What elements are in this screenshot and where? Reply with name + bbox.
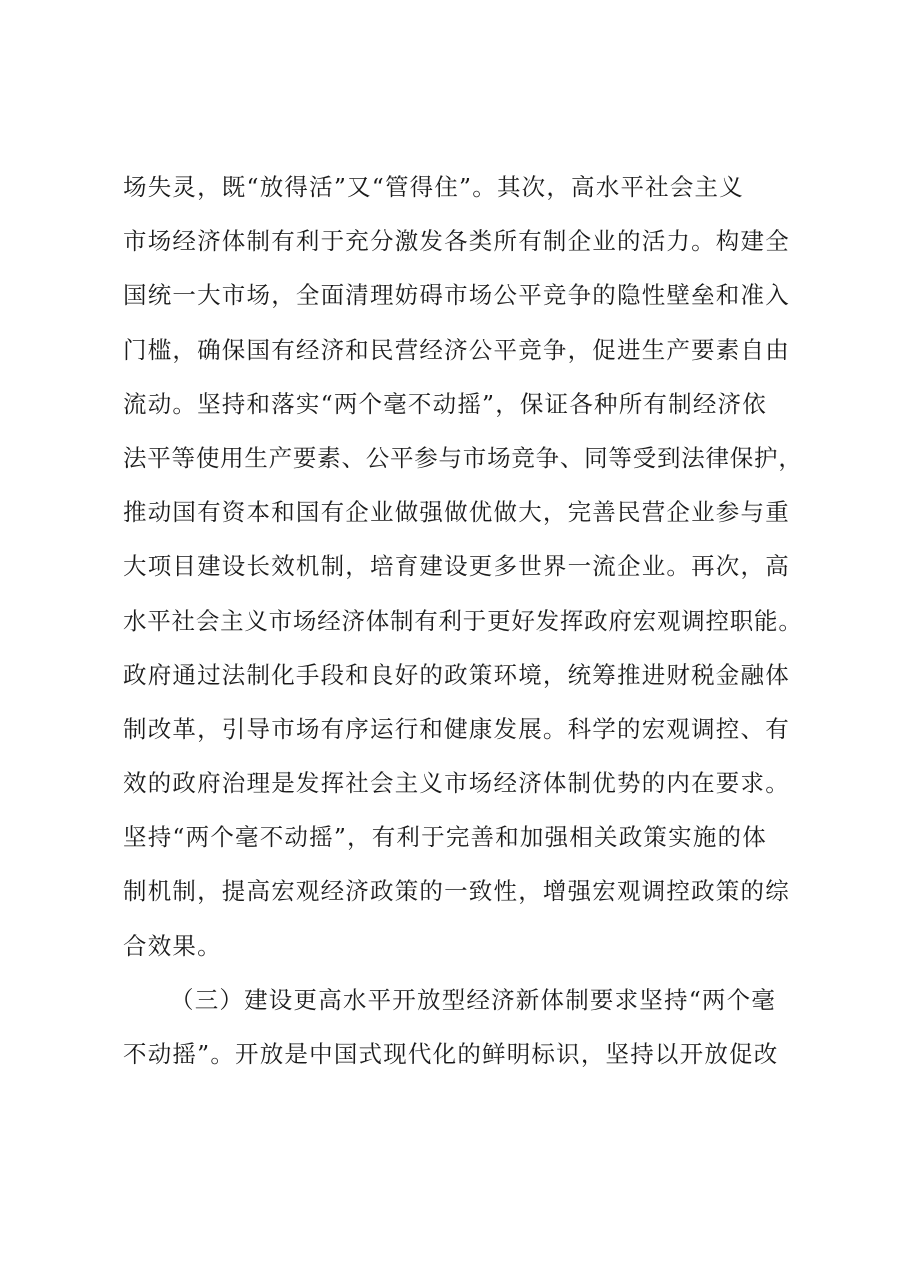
text-line: 合效果。: [123, 931, 222, 960]
document-body: [123, 160, 803, 1081]
text-line: 市场经济体制有利于充分激发各类所有制企业的活力。构建全: [123, 227, 790, 256]
text-line: 国统一大市场，全面清理妨碍市场公平竞争的隐性壁垒和准入: [123, 281, 790, 310]
text-line: 水平社会主义市场经济体制有利于更好发挥政府宏观调控职能。: [123, 606, 803, 635]
text-line: 流动。坚持和落实“两个毫不动摇”，保证各种所有制经济依: [123, 389, 767, 418]
text-line: 门槛，确保国有经济和民营经济公平竞争，促进生产要素自由: [123, 335, 790, 364]
text-line: 坚持“两个毫不动摇”，有利于完善和加强相关政策实施的体: [123, 823, 767, 852]
section-heading-line: （三）建设更高水平开放型经济新体制要求坚持“两个毫: [170, 985, 777, 1014]
text-line: 推动国有资本和国有企业做强做优做大，完善民营企业参与重: [123, 498, 790, 527]
text-line: 不动摇”。开放是中国式现代化的鲜明标识，坚持以开放促改: [123, 1040, 779, 1068]
text-line: 效的政府治理是发挥社会主义市场经济体制优势的内在要求。: [123, 769, 790, 798]
text-line: 制改革，引导市场有序运行和健康发展。科学的宏观调控、有: [123, 714, 790, 743]
text-line: 场失灵，既“放得活”又“管得住”。其次，高水平社会主义: [123, 173, 744, 201]
text-line: 法平等使用生产要素、公平参与市场竞争、同等受到法律保护，: [123, 443, 803, 472]
text-line: 大项目建设长效机制，培育建设更多世界一流企业。再次，高: [123, 552, 790, 581]
text-line: 政府通过法制化手段和良好的政策环境，统筹推进财税金融体: [123, 660, 790, 689]
text-line: 制机制，提高宏观经济政策的一致性，增强宏观调控政策的综: [123, 877, 790, 906]
